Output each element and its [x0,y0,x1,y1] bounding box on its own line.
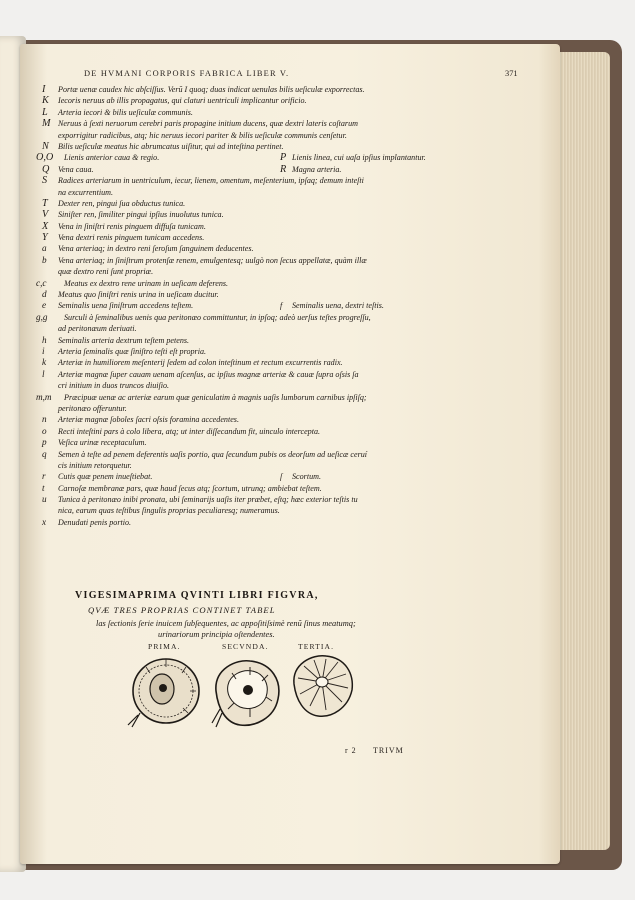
legend-text: Præcipuæ uenæ ac arteriæ earum quæ geniculatim à magnis uaſis lumborum carnibus ipſiſq; [64,392,367,402]
legend-text: Recti inteſtini pars à colo libera, atq; ut inter diſſecandum fit, uinculo intercepta. [58,426,321,436]
legend-entry [42,380,522,391]
legend-text: Meatus quo ſiniſtri renis urina in ueſicam ducitur. [58,290,219,300]
legend-key: P [280,152,287,164]
label-prima: PRIMA. [148,642,181,651]
legend-text: Lienis linea, cui uaſa ipſius implantantur. [292,153,426,163]
label-tertia: TERTIA. [298,642,335,651]
running-title: DE HVMANI CORPORIS FABRICA LIBER V. [84,69,290,78]
legend-entry [36,277,522,289]
legend-entry [42,130,522,141]
legend-key: R [280,163,287,175]
legend-entry: n Arteriæ magnæ ſoboles ſacri oſsis foramina accedentes. [42,414,239,425]
legend-text: Siniſter ren, ſimiliter pingui ipſius inuolutus tunica. [58,210,224,220]
kidney-section-prima [126,655,204,731]
legend-text: na excurrentium. [58,187,113,197]
legend-entry [42,505,522,516]
legend-entry: e Seminalis uena ſiniſtrum accedens teſtem. f Seminalis uena, dextri teſtis. [42,300,384,311]
legend-entry: u Tunica à peritonæo inibi pronata, ubi ſeminarijs uaſis iter præbet, eſtq; hæc exterior teſtis tu [42,494,358,505]
legend-entry: l Arteriæ magnæ ſuper cauam uenam aſcenſus, ac ipſius magnæ arteriæ & cauæ ſupra oſsis ſa [42,368,359,379]
legend-entry: x Denudati penis portio. [42,516,132,527]
legend-entry: a Vena arteriaq; in dextro reni ſeroſum ſanguinem deducentes. [42,243,254,254]
legend-entry: r Cutis quæ penem inueſtiebat. ſ Scortum. [42,471,321,482]
legend-text: Veſica urinæ receptaculum. [58,438,147,448]
legend-entry: d Meatus quo ſiniſtri renis urina in ueſicam ducitur. [42,289,219,300]
legend-text: cis initium retorquetur. [58,460,132,470]
legend-entry: k Arteriæ in humiliorem meſenterij ſedem ad colon inteſtinum et rectum excurrentis radix. [42,357,343,368]
legend-entry: t Carnoſæ membranæ pars, quæ haud ſecus atq; ſcortum, utrunq; ambiebat teſtem. [42,482,322,493]
legend-entry: K Iecoris neruus ab illis propagatus, qui claturi uentriculi implicantur orificio. [42,95,307,107]
legend-text: cri initium in duos truncos diuiſio. [58,381,170,391]
legend-entry [42,460,522,471]
legend-text: Vena dextri renis pinguem tunicam accedens. [58,233,205,243]
legend-text: Vena arteriaq; in ſiniſtrum protenſæ renem, emulgentesq; uulgò non ſecus appellatæ, quàm illæ [58,255,367,265]
figure-caption-line-3: urinariorum principia oſtendentes. [158,630,275,639]
legend-entry: L Arteria iecori & bilis ueſiculæ communis. [42,106,193,118]
legend-text: Vena arteriaq; in dextro reni ſeroſum ſanguinem deducentes. [58,244,254,254]
legend-entry: p Veſica urinæ receptaculum. [42,437,147,448]
legend-text: Meatus ex dextro rene urinam in ueſicam deferens. [64,278,229,288]
legend-entry: X Vena in ſiniſtri renis pinguem diffuſa tunicam. [42,220,206,232]
legend-key: c,c [36,277,47,288]
legend-text: Vena in ſiniſtri renis pinguem diffuſa tunicam. [58,221,206,231]
legend-entry: Y Vena dextri renis pinguem tunicam accedens. [42,232,205,244]
legend-text: Dexter ren, pingui ſua obductus tunica. [58,198,186,208]
legend-text: Seminalis uena, dextri teſtis. [292,301,384,311]
legend-text: nica, earum quas teſtibus ſingulis proprias peculiaresq; numeramus. [58,506,280,516]
legend-text: Arteriæ magnæ ſoboles ſacri oſsis foramina accedentes. [58,415,239,425]
legend-text: peritonæo offeruntur. [58,403,127,413]
figure-caption-line-2: las ſectionis ſerie inuicem ſubſequentes, ac appoſitiſsimè renũ ſinus meatumq; [96,619,356,628]
legend-text: Arteriæ magnæ ſuper cauam uenam aſcenſus, ac ipſius magnæ arteriæ & cauæ ſupra oſsis ſa [58,369,359,379]
signature-mark: r 2 [345,746,357,755]
legend-text: Seminalis arteria dextrum teſtem petens. [58,335,190,345]
legend-entry: q Semen à teſte ad penem deferentis uaſis portio, qua ſecundum pubis os deorſum ad ueſicæ ceruí [42,448,368,459]
legend-text: Scortum. [292,472,321,482]
legend-entry: b Vena arteriaq; in ſiniſtrum protenſæ renem, emulgentesq; uulgò non ſecus appellatæ, quàm illæ [42,254,367,265]
legend-entry: o Recti inteſtini pars à colo libera, atq; ut inter diſſecandum fit, uinculo intercepta. [42,425,321,436]
kidney-section-tertia [286,652,358,722]
legend-entry [36,311,522,323]
figure-caption-line-1: QVÆ TRES PROPRIAS CONTINET TABEL [88,605,276,615]
legend-entry: N Bilis ueſiculæ meatus hic abrumcatus uiſitur, qui ad inteſtina pertinet. [42,140,284,152]
legend-entry [42,323,522,334]
label-secunda: SECVNDA. [222,642,269,651]
legend-entry [36,152,522,164]
legend-text: Arteriæ in humiliorem meſenterij ſedem ad colon inteſtinum et rectum excurrentis radix. [58,358,343,368]
legend-entry: S Radices arteriarum in uentriculum, iecur, lienem, omentum, meſenterium, ipſaq; demum inteſti [42,175,364,187]
legend-text: Arteria ſeminalis quæ ſiniſtro teſti eſt propria. [58,346,207,356]
legend-entry: I Portæ uenæ caudex hic abſciſſus. Verũ I quoq; duas indicat uenulas bilis ueſiculæ exporrectas. [42,84,365,95]
legend-text: ad peritonæum deriuati. [58,324,137,334]
legend-text: Denudati penis portio. [58,517,132,527]
legend-key: O,O [36,152,54,164]
kidney-section-secunda [206,657,286,731]
legend-text: Magna arteria. [292,164,342,174]
legend-entry [42,266,522,277]
legend-text: Neruus à ſexti neruorum cerebri paris propagine initium ducens, quæ dextri lateris coſtarum [58,119,358,129]
legend-text: Semen à teſte ad penem deferentis uaſis portio, qua ſecundum pubis os deorſum ad ueſicæ ceruí [58,449,368,459]
legend-entry: M Neruus à ſexti neruorum cerebri paris propagine initium ducens, quæ dextri lateris coſtarum [42,118,358,130]
legend-text: Arteria iecori & bilis ueſiculæ communis. [58,107,193,117]
figure-title: VIGESIMAPRIMA QVINTI LIBRI FIGVRA, [75,590,319,601]
legend-text: Surculi à ſeminalibus uenis qua peritonæo committuntur, in ipſoq; adeò uerſus teſtes progreſſu, [64,312,371,322]
legend-text: Bilis ueſiculæ meatus hic abrumcatus uiſitur, qui ad inteſtina pertinet. [58,141,284,151]
legend-key: m,m [36,391,52,402]
legend-key: ſ [280,472,283,482]
legend-text: Cutis quæ penem inueſtiebat. [58,472,153,482]
legend-text: Vena caua. [58,164,94,174]
legend-text: quæ dextro reni ſunt propriæ. [58,267,154,277]
legend-entry [42,187,522,198]
legend-key: g,g [36,311,48,322]
legend-text: Seminalis uena ſiniſtrum accedens teſtem. [58,301,194,311]
legend-text: Iecoris neruus ab illis propagatus, qui claturi uentriculi implicantur orificio. [58,96,307,106]
legend-entry: h Seminalis arteria dextrum teſtem petens. [42,334,190,345]
legend-key: f [280,301,283,311]
legend-entry [36,391,522,403]
legend-text: Radices arteriarum in uentriculum, iecur, lienem, omentum, meſenterium, ipſaq; demum inteſti [58,176,364,186]
catchword: TRIVM [373,746,404,755]
legend-text: Tunica à peritonæo inibi pronata, ubi ſeminarijs uaſis iter præbet, eſtq; hæc exterior teſtis tu [58,495,358,505]
legend-text: Portæ uenæ caudex hic abſciſſus. Verũ I quoq; duas indicat uenulas bilis ueſiculæ exporrectas. [58,85,365,94]
legend-entries [36,84,522,528]
legend-entry: V Siniſter ren, ſimiliter pingui ipſius inuolutus tunica. [42,209,224,221]
legend-entry: T Dexter ren, pingui ſua obductus tunica. [42,197,186,209]
legend-entry: i Arteria ſeminalis quæ ſiniſtro teſti eſt propria. [42,345,207,356]
legend-entry [42,403,522,414]
legend-entry: Q Vena caua. R Magna arteria. [42,163,342,175]
page-number: 371 [505,69,518,78]
legend-text: Lienis anterior caua & regio. [64,153,160,163]
legend-text: Carnoſæ membranæ pars, quæ haud ſecus atq; ſcortum, utrunq; ambiebat teſtem. [58,483,322,493]
legend-text: exporrigitur radicibus, atq; hic neruus iecori pariter & bilis ueſiculæ communis cenſetur. [58,130,347,140]
